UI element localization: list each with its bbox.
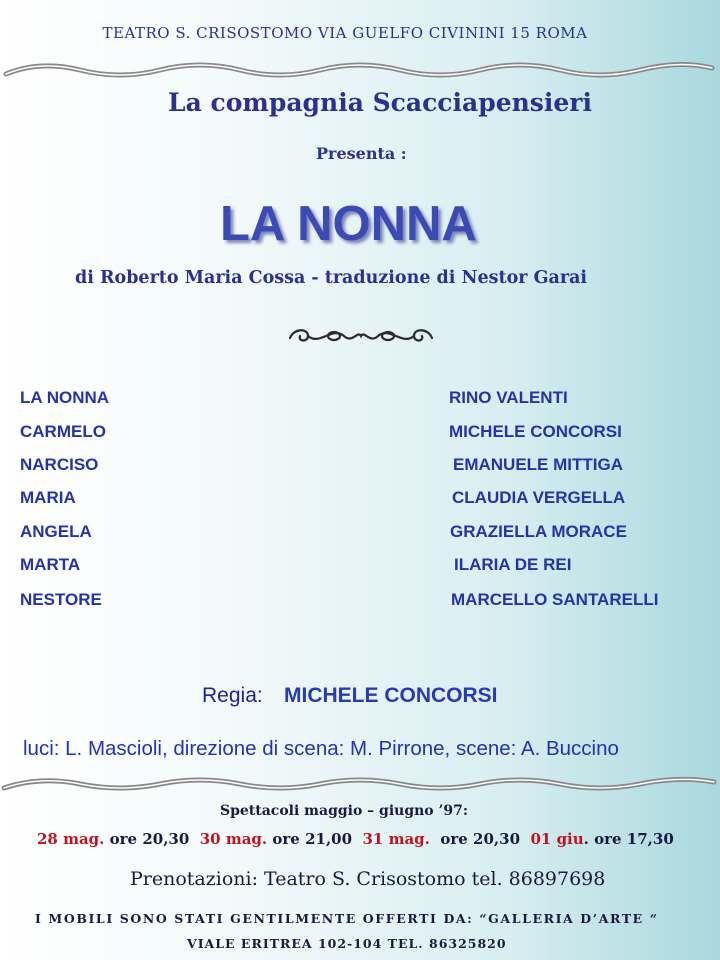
regia-label: Regia: [202, 684, 263, 707]
crew-credits: luci: L. Mascioli, direzione di scena: M. Pirrone, scene: A. Buccino [23, 737, 619, 760]
sponsor-line: I MOBILI SONO STATI GENTILMENTE OFFERTI DA: “GALLERIA D’ARTE “ [35, 911, 659, 926]
booking-info: Prenotazioni: Teatro S. Crisostomo tel. 86897698 [130, 868, 606, 890]
cast-role: NESTORE [20, 590, 102, 609]
sponsor-address: VIALE ERITREA 102-104 TEL. 86325820 [187, 936, 507, 951]
cast-role: ANGELA [20, 522, 92, 541]
performance-date: 01 giu [530, 830, 584, 848]
cast-actor: MARCELLO SANTARELLI [451, 590, 659, 609]
cast-role: MARTA [20, 555, 81, 574]
company-name: La compagnia Scacciapensieri [168, 88, 592, 117]
play-title: LA NONNA [220, 197, 477, 251]
cast-actor: RINO VALENTI [449, 388, 568, 407]
regia-name: MICHELE CONCORSI [284, 684, 498, 707]
performance-time: . ore 17,30 [583, 830, 674, 848]
cast-actor: EMANUELE MITTIGA [453, 455, 623, 474]
cast-actor: GRAZIELLA MORACE [450, 522, 627, 541]
performance-dates [37, 830, 674, 848]
performance-date: 30 mag. [199, 830, 268, 848]
cast-role: CARMELO [20, 422, 106, 441]
performance-date: 28 mag. [37, 830, 105, 848]
cast-role: LA NONNA [20, 388, 110, 407]
cast-role: NARCISO [20, 455, 99, 474]
wave-divider-bottom [0, 772, 720, 796]
cast-actor: MICHELE CONCORSI [449, 422, 622, 441]
wave-divider-top [0, 56, 720, 82]
performance-time: ore 21,00 [272, 830, 353, 848]
theatre-address: TEATRO S. CRISOSTOMO VIA GUELFO CIVININI 15 ROMA [102, 24, 588, 42]
performance-date: 31 mag. [362, 830, 430, 848]
cast-role: MARIA [20, 488, 76, 507]
author-line: di Roberto Maria Cossa - traduzione di Nestor Garai [75, 268, 588, 288]
ornament-flourish-icon [286, 320, 436, 354]
performance-time: ore 20,30 [109, 830, 190, 848]
presenta-label: Presenta : [316, 144, 407, 163]
cast-actor: ILARIA DE REI [454, 555, 572, 574]
cast-actor: CLAUDIA VERGELLA [452, 488, 626, 507]
performances-heading: Spettacoli maggio – giugno ’97: [220, 803, 469, 819]
performance-time: ore 20,30 [440, 830, 521, 848]
